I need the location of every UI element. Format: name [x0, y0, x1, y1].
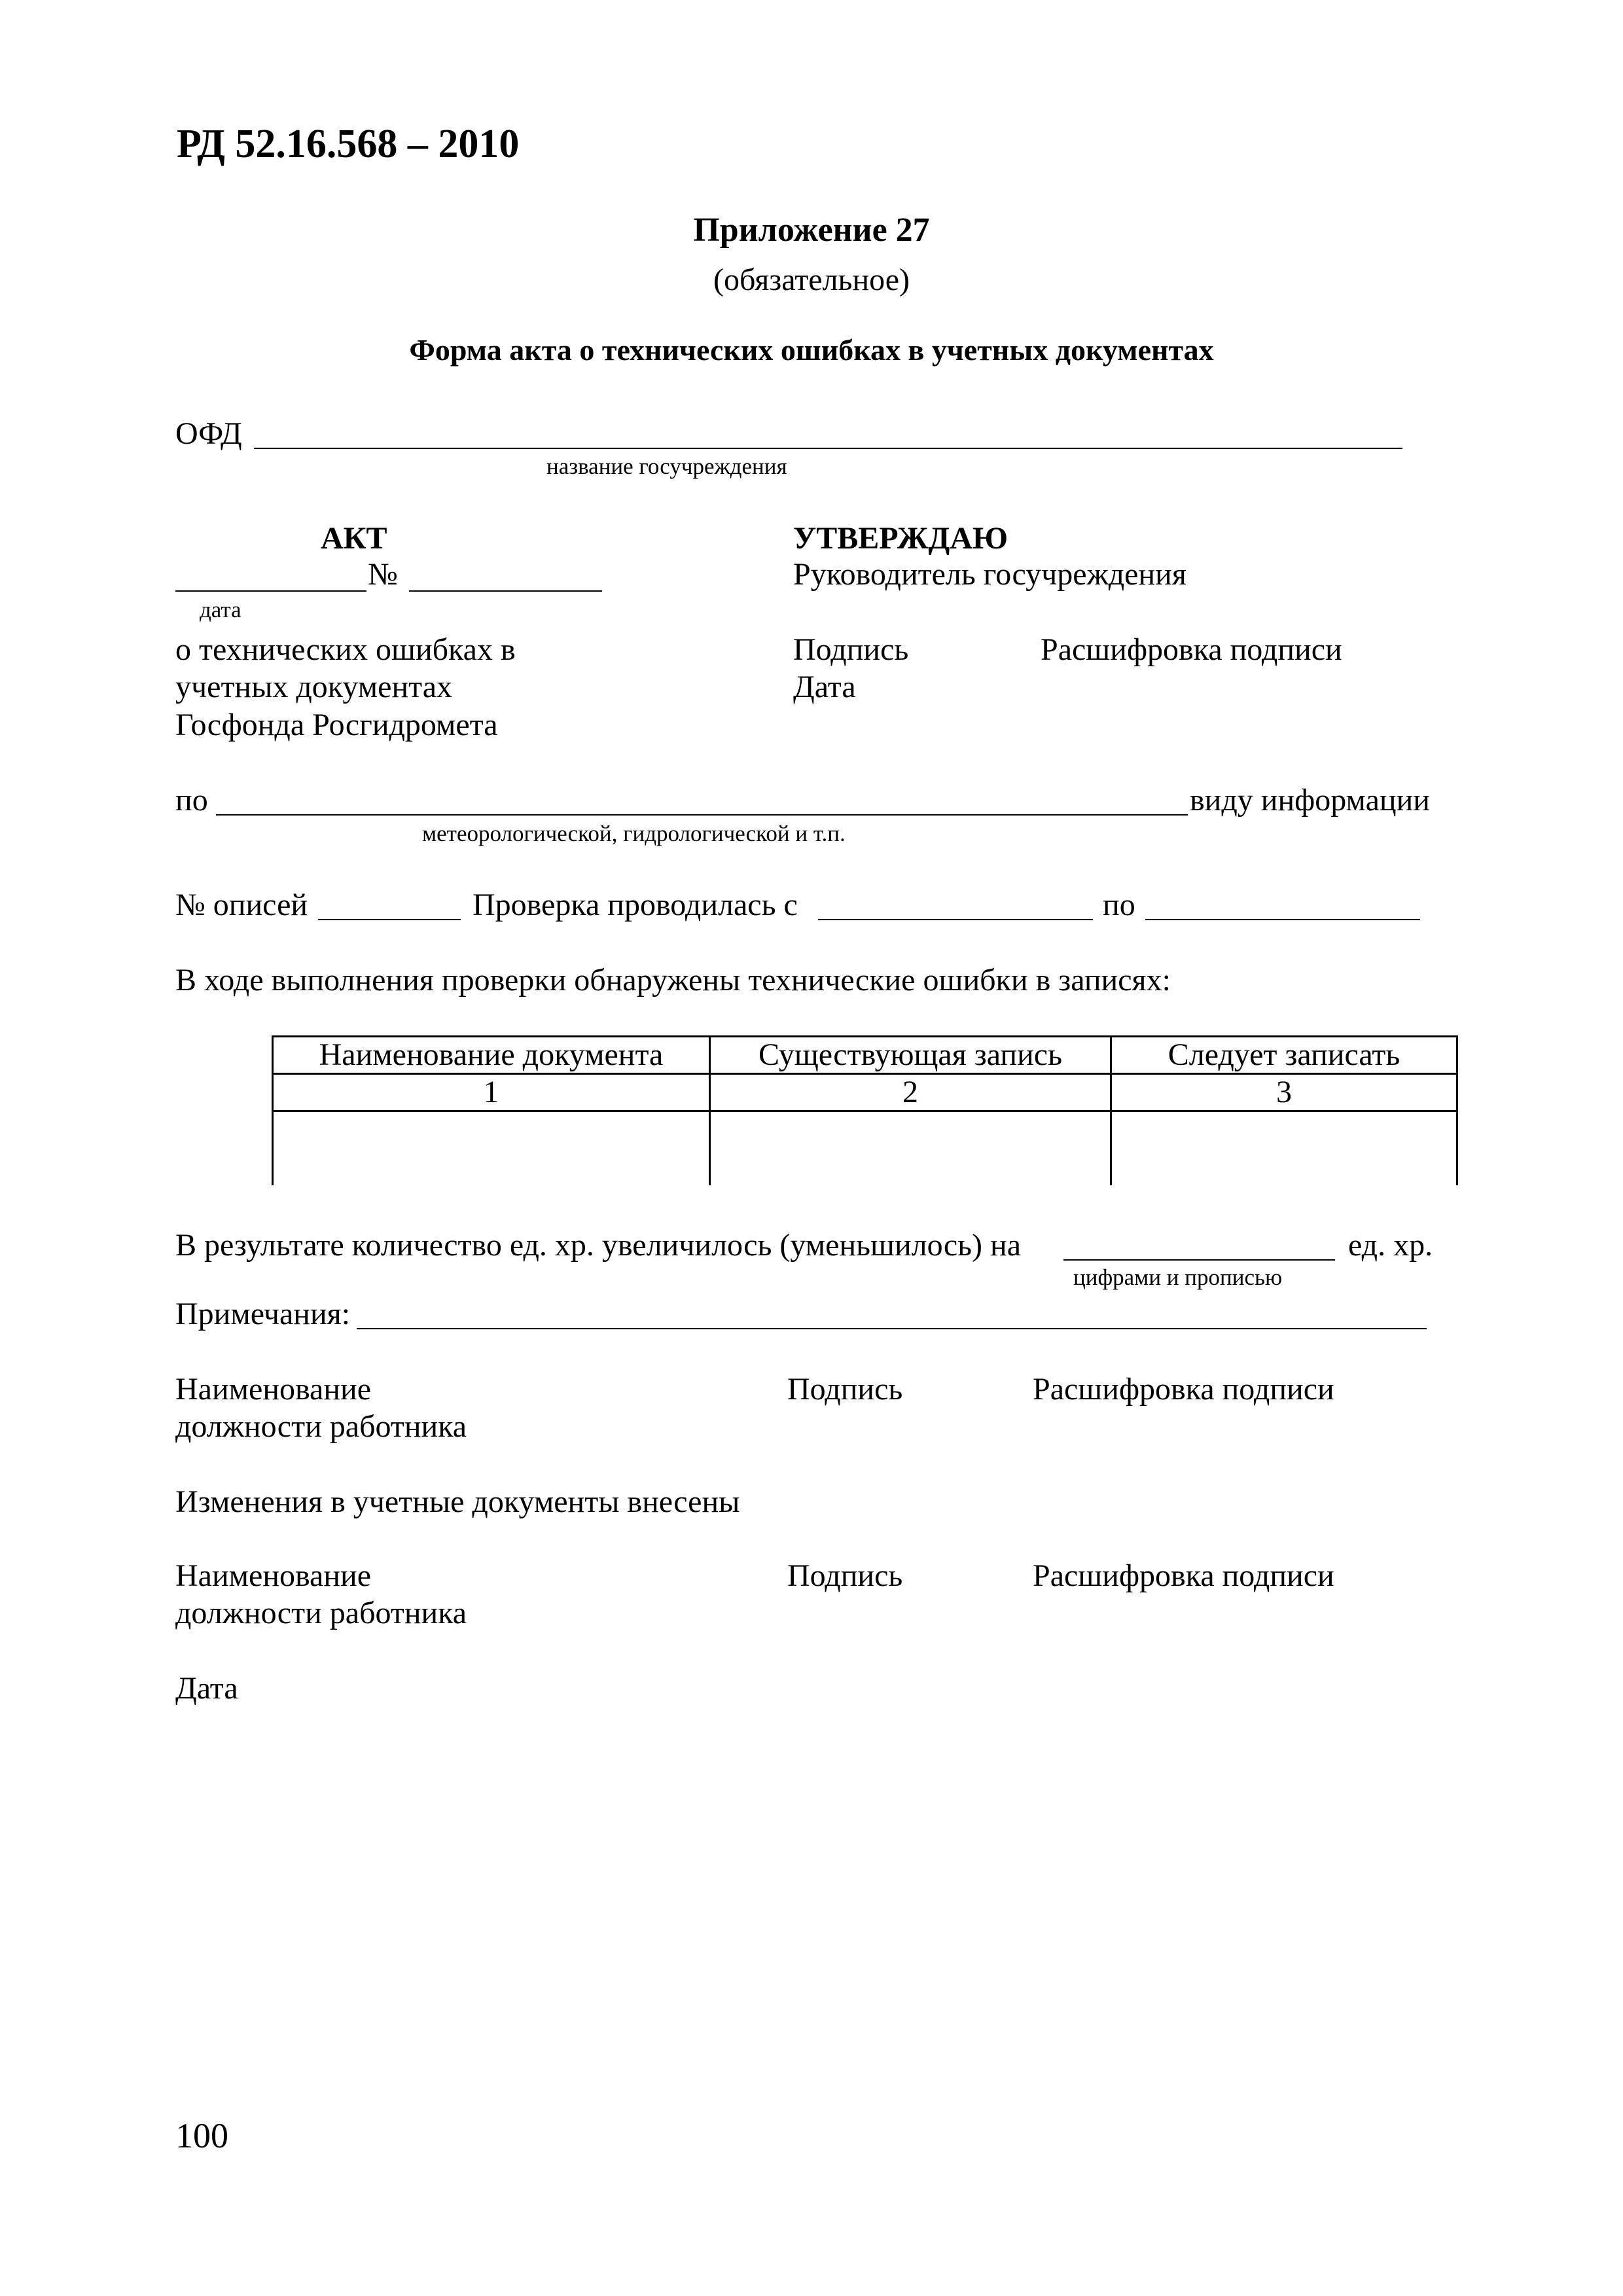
errors-table — [272, 1035, 1458, 1185]
approve-date: Дата — [793, 670, 856, 704]
info-type-caption: метеорологической, гидрологической и т.п. — [422, 821, 846, 846]
inventory-label: № описей — [175, 888, 308, 922]
signature1-position-line-1: Наименование — [175, 1372, 372, 1407]
result-count-field-line[interactable] — [1063, 1259, 1335, 1261]
notes-label: Примечания: — [175, 1297, 351, 1331]
info-type-suffix: виду информации — [1190, 783, 1430, 817]
approve-signature: Подпись — [793, 632, 909, 667]
table-header-row — [273, 1037, 1457, 1074]
table-header-cell: Следует записать — [1111, 1037, 1457, 1074]
approve-title: УТВЕРЖДАЮ — [793, 521, 1008, 556]
table-header-cell: Существующая запись — [710, 1037, 1111, 1074]
table-cell-document[interactable] — [273, 1111, 710, 1186]
found-errors-text: В ходе выполнения проверки обнаружены технические ошибки в записях: — [175, 963, 1171, 997]
form-title: Форма акта о технических ошибках в учетных документах — [409, 333, 1214, 367]
act-subject-line-1: о технических ошибках в — [175, 632, 516, 667]
table-number-cell: 2 — [710, 1074, 1111, 1111]
info-type-field-line[interactable] — [216, 814, 1188, 816]
act-title: АКТ — [321, 521, 387, 556]
act-number-field-line[interactable] — [409, 590, 602, 592]
act-date-field-line[interactable] — [175, 590, 366, 592]
appendix-note: (обязательное) — [713, 262, 910, 297]
check-to-label: по — [1103, 888, 1135, 922]
document-code: РД 52.16.568 – 2010 — [177, 122, 520, 166]
signature1-decoding: Расшифровка подписи — [1033, 1372, 1334, 1407]
approve-head: Руководитель госучреждения — [793, 557, 1186, 592]
act-subject-line-3: Госфонда Росгидромета — [175, 708, 498, 742]
check-to-field-line[interactable] — [1145, 919, 1420, 920]
table-cell-existing[interactable] — [710, 1111, 1111, 1186]
signature2-position-line-1: Наименование — [175, 1558, 372, 1593]
signature2-decoding: Расшифровка подписи — [1033, 1558, 1334, 1593]
result-caption: цифрами и прописью — [1073, 1265, 1283, 1290]
appendix-title: Приложение 27 — [693, 211, 930, 249]
result-unit: ед. хр. — [1348, 1228, 1433, 1263]
act-number-sign: № — [368, 557, 398, 592]
act-date-caption: дата — [200, 597, 241, 622]
ofd-caption: название госучреждения — [546, 454, 787, 479]
ofd-label: ОФД — [175, 416, 242, 451]
result-text: В результате количество ед. хр. увеличилось (уменьшилось) на — [175, 1228, 1021, 1263]
signature1-position-line-2: должности работника — [175, 1409, 467, 1444]
table-header-cell: Наименование документа — [273, 1037, 710, 1074]
ofd-name-field-line[interactable] — [254, 448, 1402, 449]
info-type-prefix: по — [175, 783, 208, 817]
notes-field-line[interactable] — [357, 1328, 1427, 1329]
signature2-signature: Подпись — [787, 1558, 903, 1593]
signature1-signature: Подпись — [787, 1372, 903, 1407]
date-label: Дата — [175, 1671, 238, 1706]
approve-signature-decoding: Расшифровка подписи — [1041, 632, 1342, 667]
act-subject-line-2: учетных документах — [175, 670, 453, 704]
changes-made-text: Изменения в учетные документы внесены — [175, 1484, 740, 1519]
signature2-position-line-2: должности работника — [175, 1596, 467, 1630]
check-from-field-line[interactable] — [818, 919, 1093, 920]
table-cell-correct[interactable] — [1111, 1111, 1457, 1186]
inventory-field-line[interactable] — [318, 919, 461, 920]
page-number: 100 — [175, 2116, 228, 2155]
table-number-row — [273, 1074, 1457, 1111]
table-number-cell: 1 — [273, 1074, 710, 1111]
table-number-cell: 3 — [1111, 1074, 1457, 1111]
table-row — [273, 1111, 1457, 1186]
check-from-label: Проверка проводилась с — [473, 888, 798, 922]
